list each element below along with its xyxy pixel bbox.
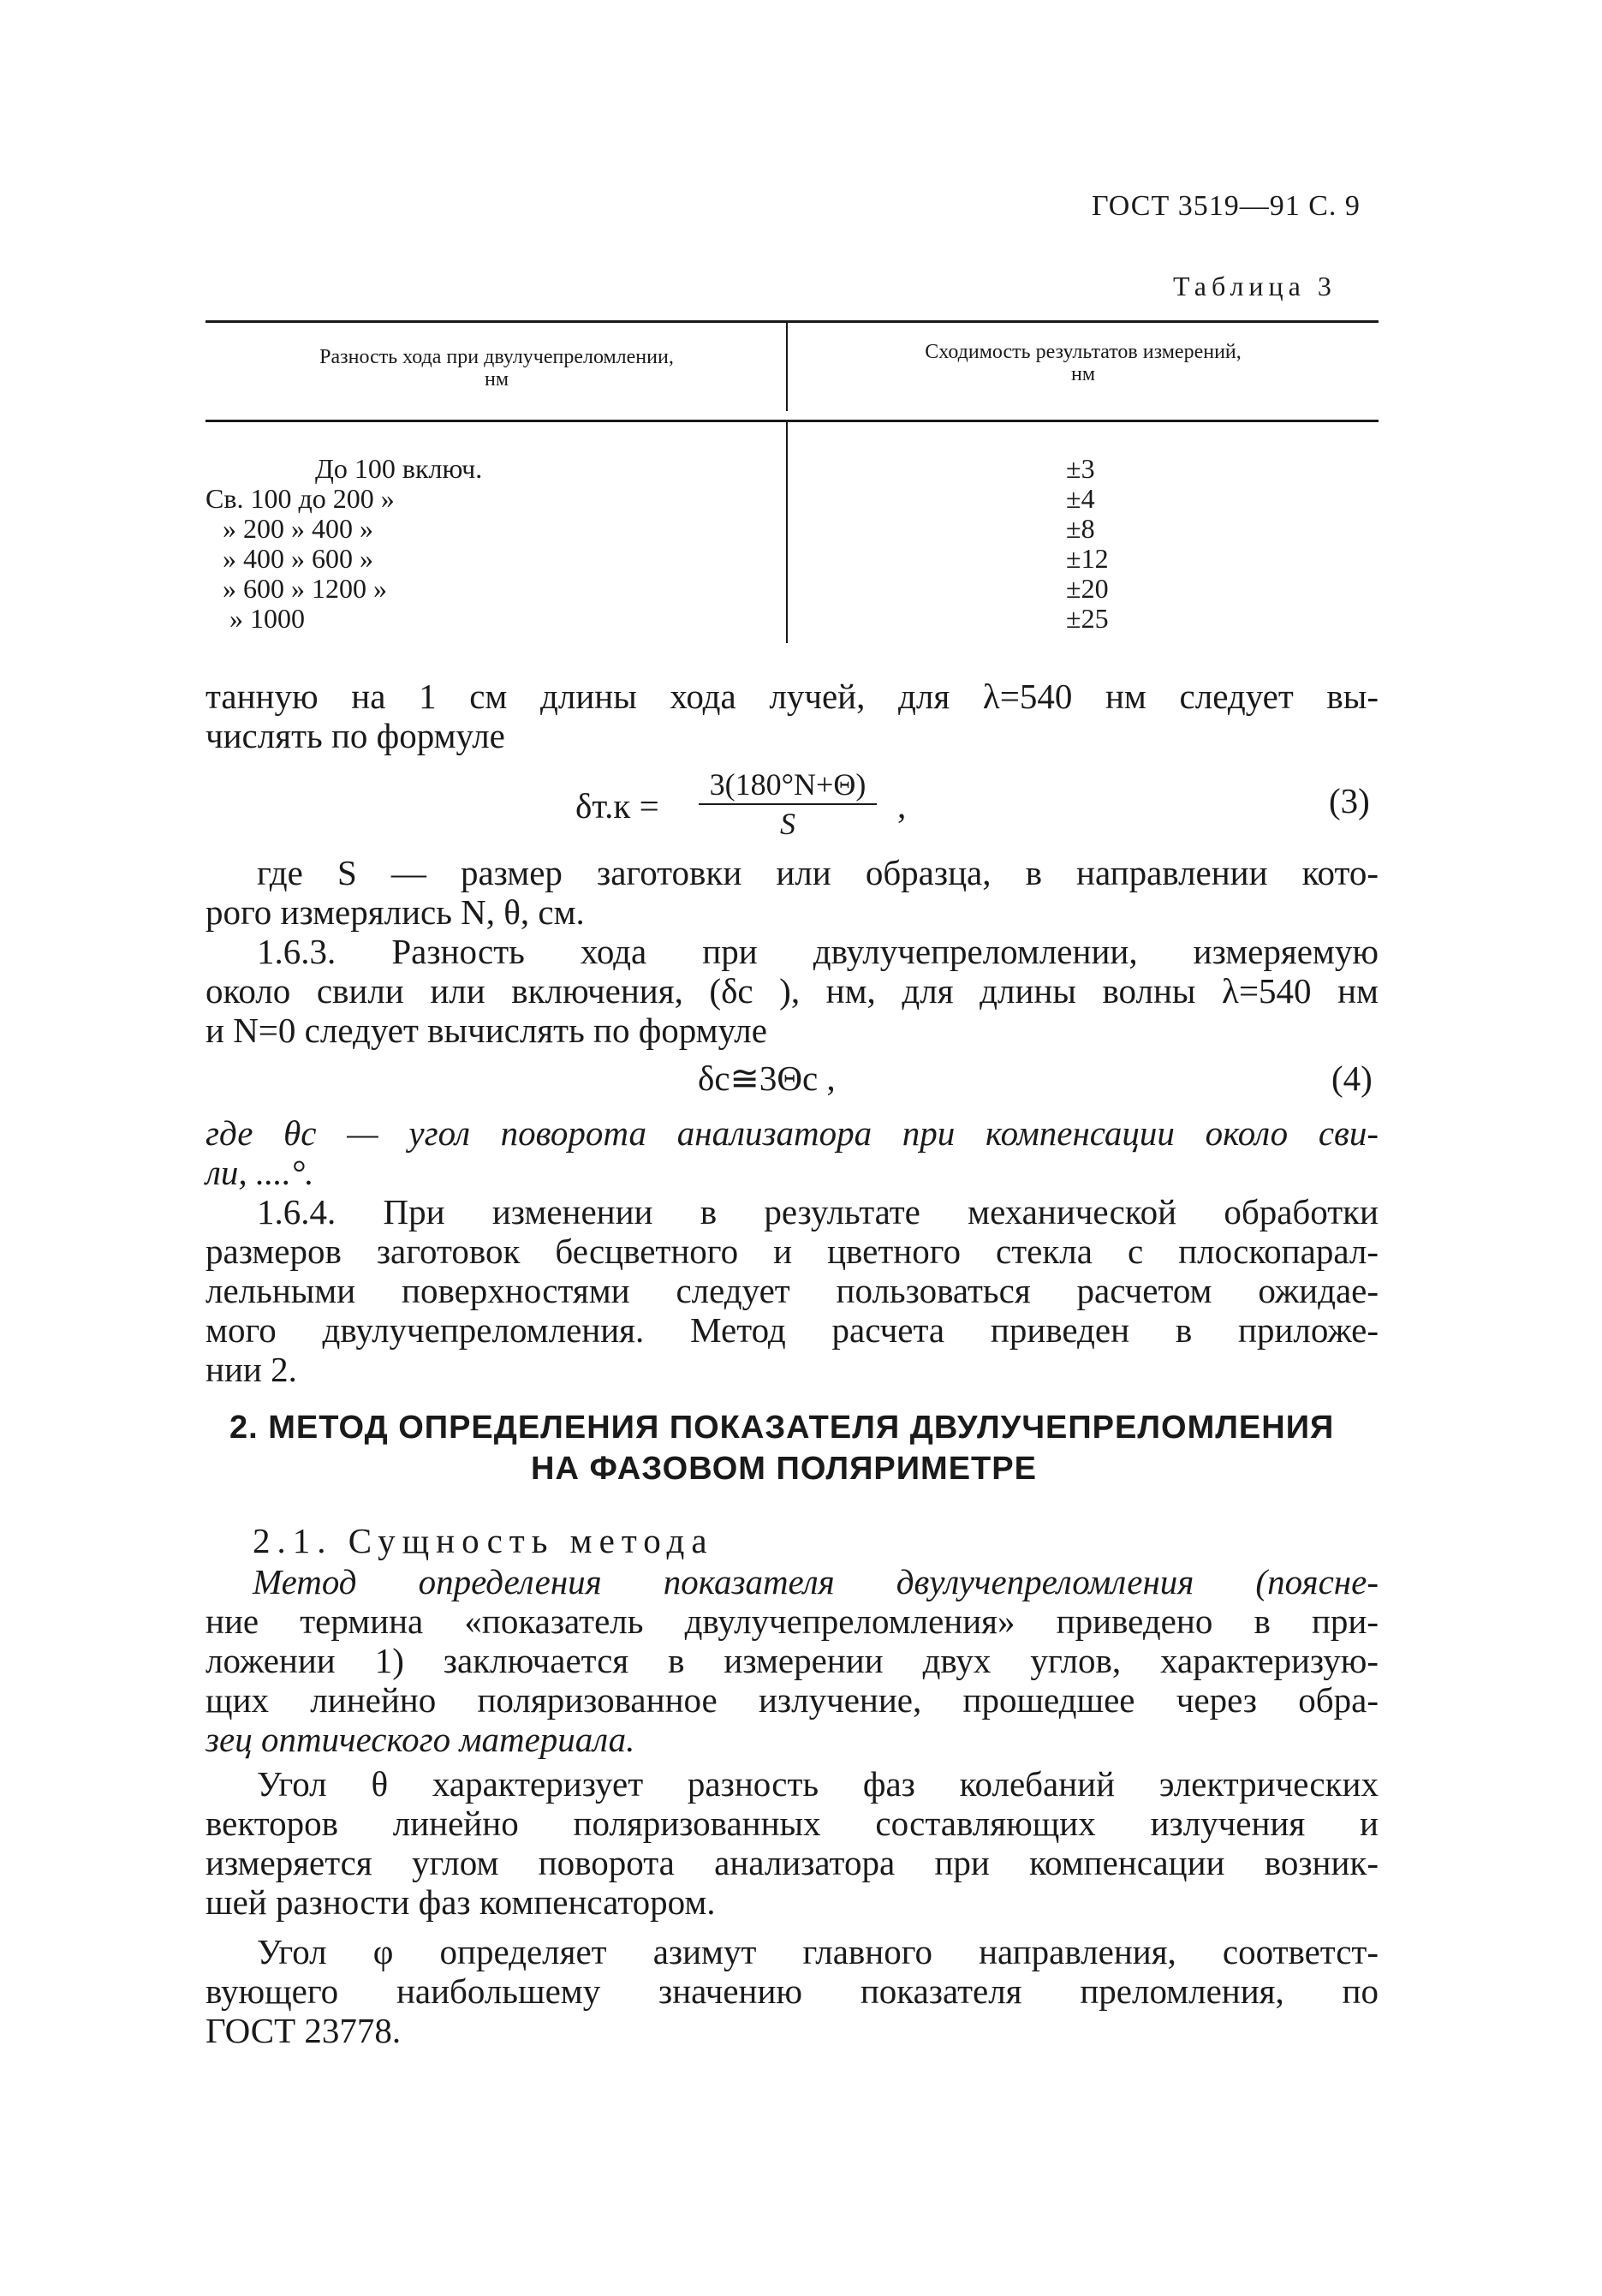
table-row: Св. 100 до 200 »: [205, 483, 395, 514]
clause-1-6-4: 1.6.4. При изменении в результате механической обработки: [257, 1192, 1379, 1231]
paragraph-line: ние термина «показатель двулучепреломления» приведено в при-: [205, 1601, 1379, 1641]
paragraph-line: размеров заготовок бесцветного и цветного стекла с плоскопарал-: [205, 1231, 1379, 1271]
paragraph-line: около свили или включения, (δc ), нм, для длины волны λ=540 нм: [205, 971, 1379, 1011]
table-header-rule: [205, 420, 1379, 422]
table-cell: ±12: [1066, 543, 1109, 574]
paragraph-line: зец оптического материала.: [205, 1720, 635, 1759]
table-top-rule: [205, 320, 1379, 323]
formula-3-comma: ,: [897, 786, 907, 826]
table-cell: ±25: [1066, 603, 1109, 634]
table-value-column: [1066, 454, 1109, 634]
paragraph-line: Угол φ определяет азимут главного направления, соответст-: [257, 1932, 1379, 1971]
document-reference: ГОСТ 3519—91 С. 9: [1092, 190, 1361, 222]
table-header-divider: [786, 322, 788, 411]
paragraph-line: где S — размер заготовки или образца, в направлении кото-: [257, 853, 1379, 892]
table-cell: ±4: [1066, 483, 1095, 514]
section-2-heading: 2. МЕТОД ОПРЕДЕЛЕНИЯ ПОКАЗАТЕЛЯ ДВУЛУЧЕПРЕЛОМЛЕНИЯ: [229, 1410, 1335, 1446]
paragraph-line: Угол θ характеризует разность фаз колебаний электрических: [257, 1764, 1379, 1804]
table-cell: ±3: [1066, 453, 1095, 484]
table-row: » 600 » 1200 »: [223, 573, 387, 604]
formula-3-fraction: [694, 767, 882, 841]
formula-4-number: (4): [1331, 1059, 1373, 1098]
paragraph-line: измеряется углом поворота анализатора при компенсации возник-: [205, 1843, 1379, 1882]
paragraph-line: и N=0 следует вычислять по формуле: [205, 1011, 767, 1050]
table-row: » 1000: [229, 603, 305, 634]
table-cell: ±20: [1066, 573, 1109, 604]
subsection-2-1-title: 2.1. Сущность метода: [253, 1521, 714, 1560]
table-col2-header: Сходимость результатов измерений, нм: [925, 341, 1242, 385]
table-row: » 400 » 600 »: [223, 543, 373, 574]
paragraph-line: ложении 1) заключается в измерении двух углов, характеризую-: [205, 1641, 1379, 1680]
table-caption: Таблица 3: [1173, 271, 1337, 301]
paragraph-line: числять по формуле: [205, 716, 505, 755]
fraction-bar: [699, 803, 877, 805]
paragraph-line: мого двулучепреломления. Метод расчета приведен в приложе-: [205, 1310, 1379, 1350]
section-2-heading-line2: НА ФАЗОВОМ ПОЛЯРИМЕТРЕ: [531, 1451, 1037, 1487]
paragraph-line: танную на 1 см длины хода лучей, для λ=540 нм следует вы-: [205, 677, 1379, 716]
paragraph-line: щих линейно поляризованное излучение, прошедшее через обра-: [205, 1680, 1379, 1720]
table-col1-header: Разность хода при двулучепреломлении, нм: [319, 346, 674, 391]
paragraph-line: ли, ....°.: [205, 1153, 314, 1192]
paragraph-line: шей разности фаз компенсатором.: [205, 1882, 716, 1922]
table-body-divider: [786, 422, 788, 643]
table-row: » 200 » 400 »: [223, 513, 373, 544]
formula-3-numerator: 3(180°N+Θ): [709, 767, 867, 802]
paragraph-line: где θc — угол поворота анализатора при компенсации около сви-: [205, 1113, 1379, 1153]
paragraph-line: ГОСТ 23778.: [205, 2011, 402, 2050]
table-row: До 100 включ.: [315, 453, 483, 484]
paragraph-line: вующего наибольшему значению показателя преломления, по: [205, 1971, 1379, 2011]
formula-4: δc≅3Θc ,: [698, 1059, 836, 1098]
clause-1-6-3: 1.6.3. Разность хода при двулучепреломлении, измеряемую: [257, 932, 1379, 971]
formula-3-denominator: S: [780, 807, 795, 841]
paragraph-line: нии 2.: [205, 1350, 297, 1389]
table-cell: ±8: [1066, 513, 1095, 544]
paragraph-line: лельными поверхностями следует пользоваться расчетом ожидае-: [205, 1271, 1379, 1310]
paragraph-line: рого измерялись N, θ, см.: [205, 892, 585, 932]
formula-3-number: (3): [1329, 781, 1370, 820]
formula-3-lhs: δт.к =: [575, 786, 659, 826]
paragraph-line: Метод определения показателя двулучепреломления (поясне-: [253, 1562, 1379, 1601]
table-range-column: [205, 454, 753, 634]
paragraph-line: векторов линейно поляризованных составляющих излучения и: [205, 1804, 1379, 1843]
